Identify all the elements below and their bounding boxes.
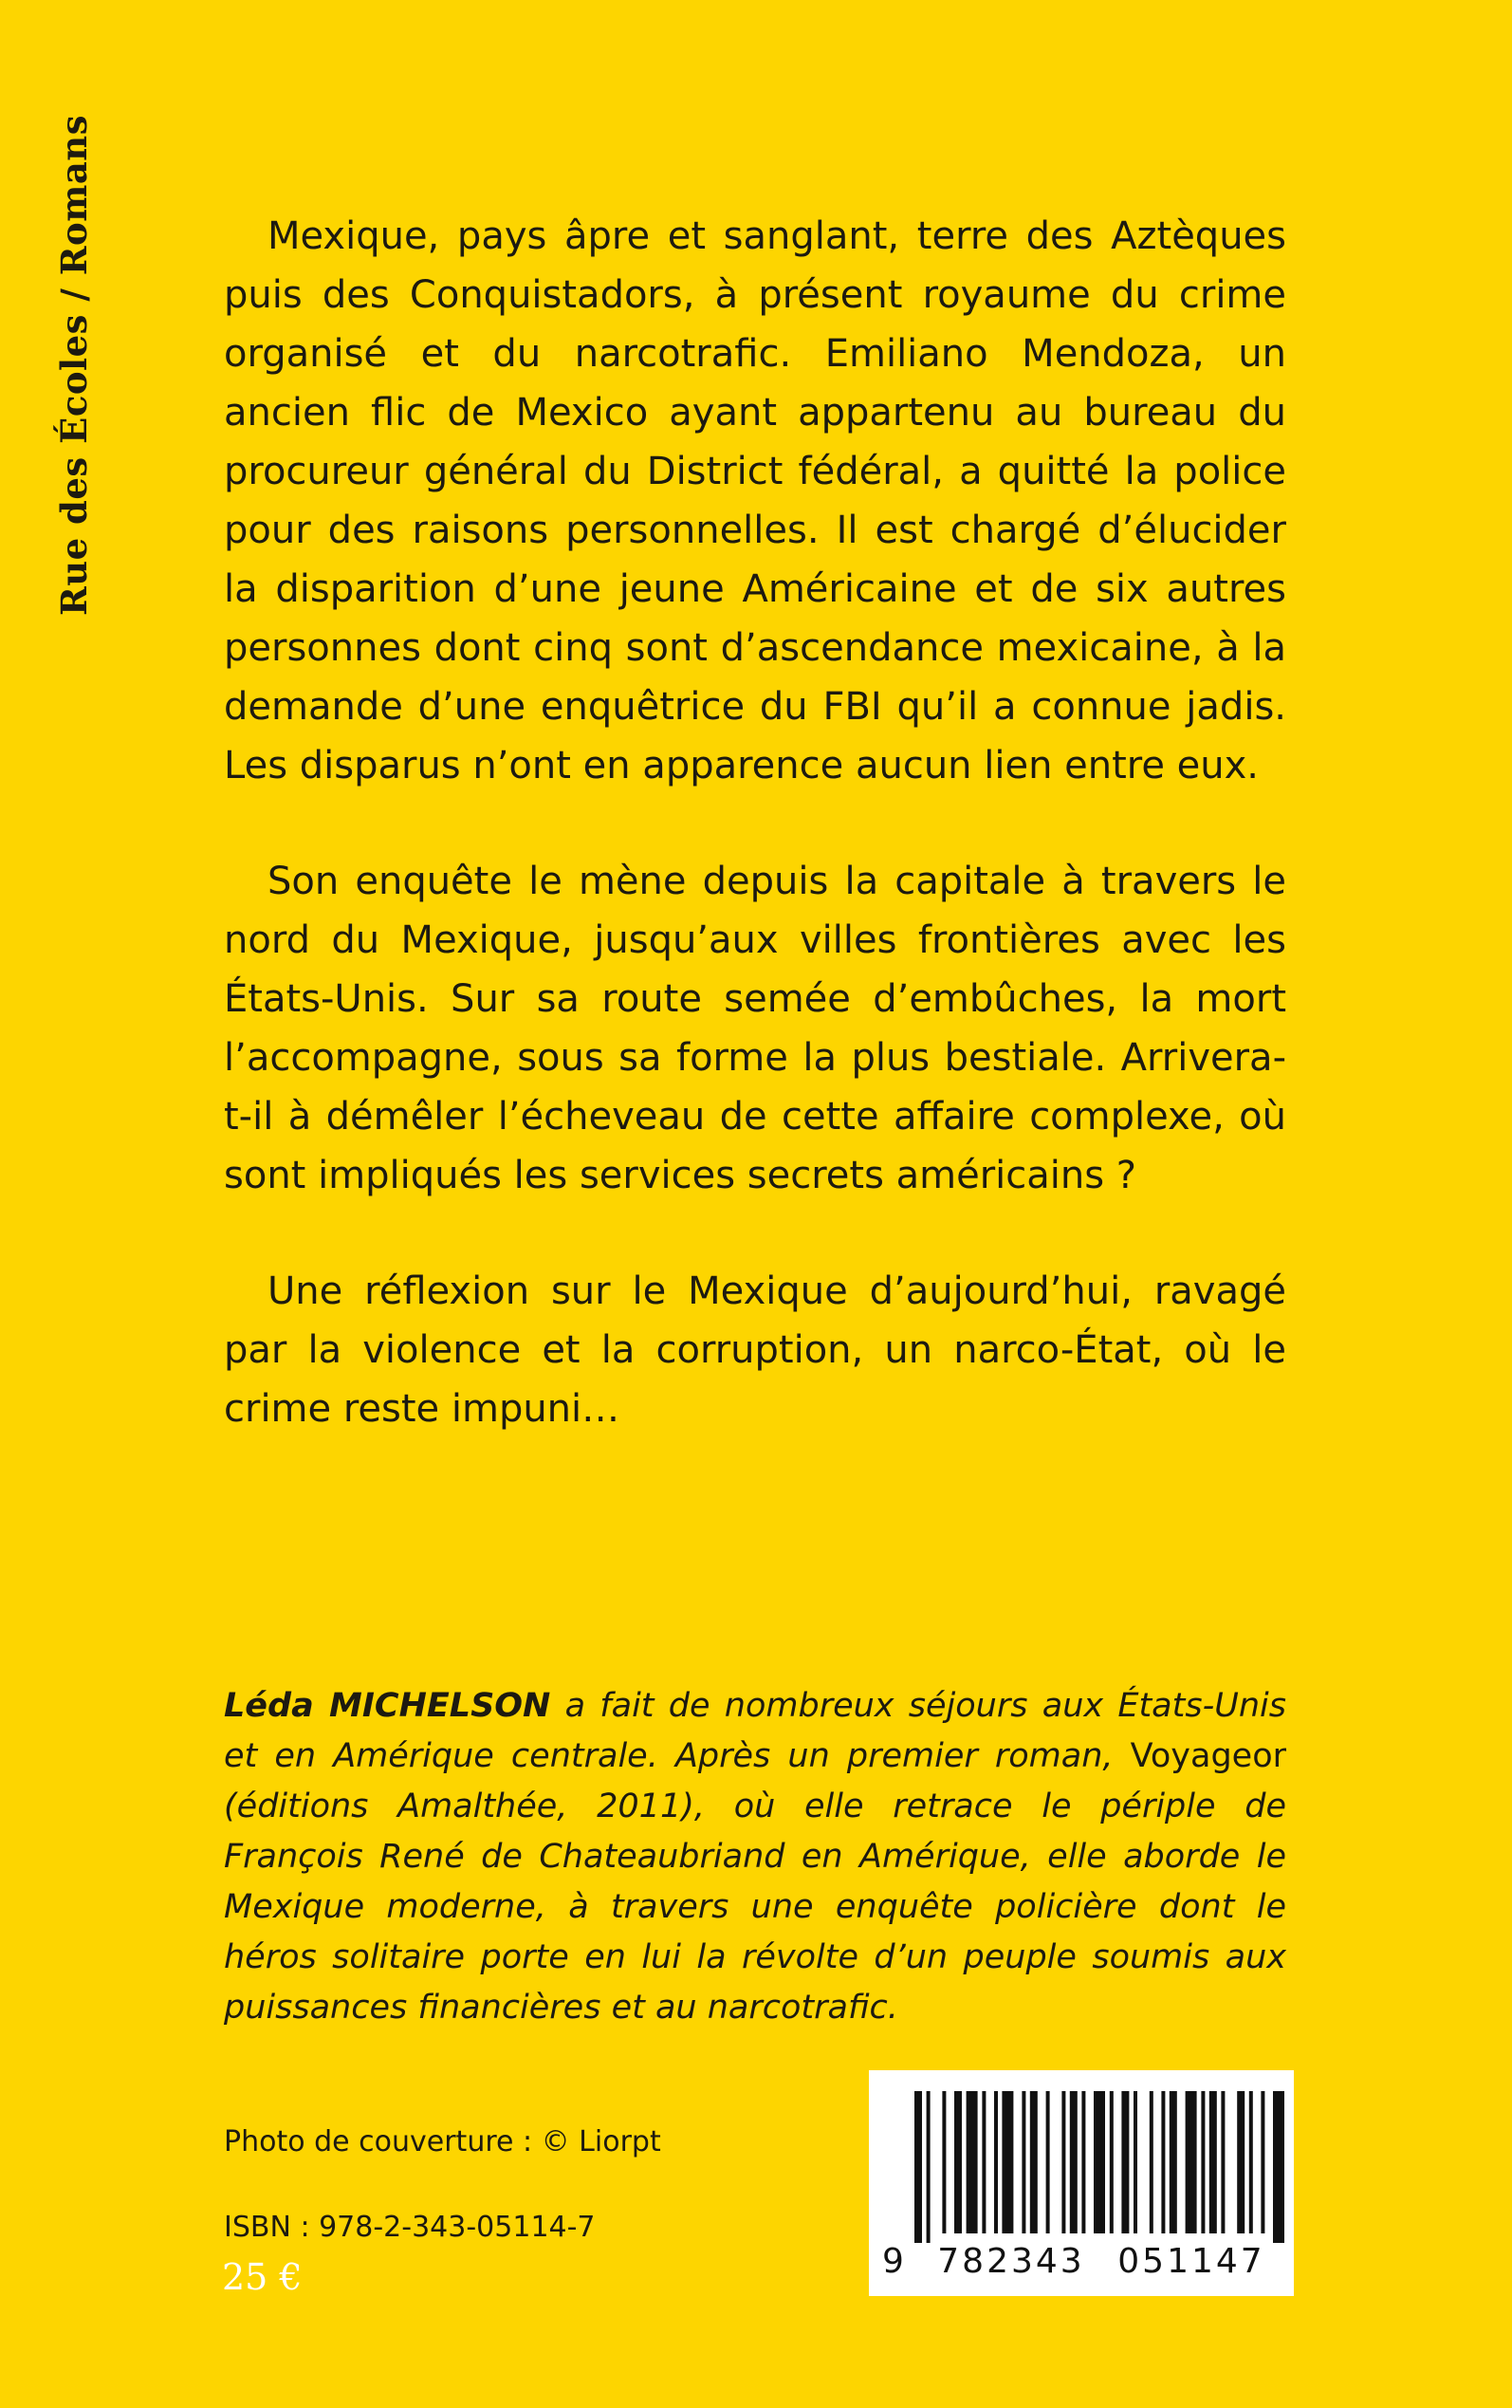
barcode-bar	[1081, 2091, 1085, 2233]
barcode-bars	[914, 2091, 1284, 2243]
barcode-bar	[927, 2091, 931, 2243]
barcode-bar	[1022, 2091, 1025, 2233]
barcode-bar	[1061, 2091, 1065, 2233]
barcode-bar	[942, 2091, 946, 2233]
barcode-bar	[1170, 2091, 1177, 2233]
bio-text-1: a fait de nombreux séjours aux États-Unis et en Amérique centrale. Après un premier roman,	[224, 1687, 1286, 1775]
barcode-bar	[994, 2091, 998, 2233]
barcode-bar	[982, 2091, 986, 2233]
blurb-paragraph-2: Son enquête le mène depuis la capitale à travers le nord du Mexique, jusqu’aux villes frontières avec les États-Unis. Sur sa route semée d’embûches, la mort l’accompagne, sous sa forme la plus bestiale. Arrivera-t-il à démêler l’écheveau de cette affaire complexe, où sont impliqués les services secrets américains ?	[224, 860, 1286, 1197]
series-title: Rue des Écoles / Romans	[53, 114, 95, 617]
spine-label	[36, 109, 112, 621]
barcode-bar	[1186, 2091, 1197, 2233]
barcode-bar	[1134, 2091, 1137, 2233]
barcode-bar	[1273, 2091, 1284, 2243]
barcode-bar	[1261, 2091, 1264, 2233]
author-name: Léda MICHELSON	[224, 1687, 551, 1725]
barcode-bar	[1150, 2091, 1153, 2233]
barcode-bar	[1121, 2091, 1129, 2233]
price: 25 €	[222, 2256, 303, 2298]
photo-credit: Photo de couverture : © Liorpt	[224, 2125, 661, 2158]
blurb	[224, 207, 1286, 1438]
blurb-paragraph-3: Une réflexion sur le Mexique d’aujourd’hui, ravagé par la violence et la corruption, un narco-État, où le crime reste impuni…	[224, 1269, 1286, 1431]
barcode-bar	[1094, 2091, 1105, 2233]
bio-text-2: (éditions Amalthée, 2011), où elle retrace le périple de François René de Chateaubriand en Amérique, elle aborde le Mexique moderne, à travers une enquête policière dont le héros solitaire porte en lui la révolte d’un peuple soumis aux puissances financières et au narcotrafic.	[224, 1787, 1286, 2027]
barcode-bar	[1221, 2091, 1225, 2233]
previous-book-title: Voyageor	[1130, 1737, 1286, 1775]
barcode-bar	[1161, 2091, 1165, 2233]
author-bio	[224, 1681, 1286, 2033]
isbn: ISBN : 978-2-343-05114-7	[224, 2211, 596, 2244]
barcode-digits-right: 051147	[1117, 2242, 1265, 2281]
barcode-bar	[1070, 2091, 1078, 2233]
barcode-bar	[1002, 2091, 1013, 2233]
blurb-paragraph-1: Mexique, pays âpre et sanglant, terre des Aztèques puis des Conquistadors, à présent royaume du crime organisé et du narcotrafic. Emiliano Mendoza, un ancien flic de Mexico ayant appartenu au bureau du procureur général du District fédéral, a quitté la police pour des raisons personnelles. Il est chargé d’élucider la disparition d’une jeune Américaine et de six autres personnes dont cinq sont d’ascendance mexicaine, à la demande d’une enquêtrice du FBI qu’il a connue jadis. Les disparus n’ont en apparence aucun lien entre eux.	[224, 214, 1286, 787]
barcode-bar	[914, 2091, 922, 2243]
barcode-bar	[1201, 2091, 1205, 2233]
barcode-first-digit: 9	[882, 2242, 904, 2281]
barcode	[869, 2070, 1294, 2296]
barcode-bar	[1030, 2091, 1038, 2233]
barcode-bar	[1237, 2091, 1245, 2233]
barcode-bar	[1209, 2091, 1217, 2233]
barcode-bar	[954, 2091, 962, 2233]
barcode-digits-left: 782343	[937, 2242, 1085, 2281]
barcode-bar	[1110, 2091, 1114, 2233]
barcode-graphic	[869, 2070, 1294, 2296]
barcode-bar	[1046, 2091, 1050, 2233]
barcode-bar	[967, 2091, 978, 2233]
barcode-bar	[1249, 2091, 1253, 2233]
